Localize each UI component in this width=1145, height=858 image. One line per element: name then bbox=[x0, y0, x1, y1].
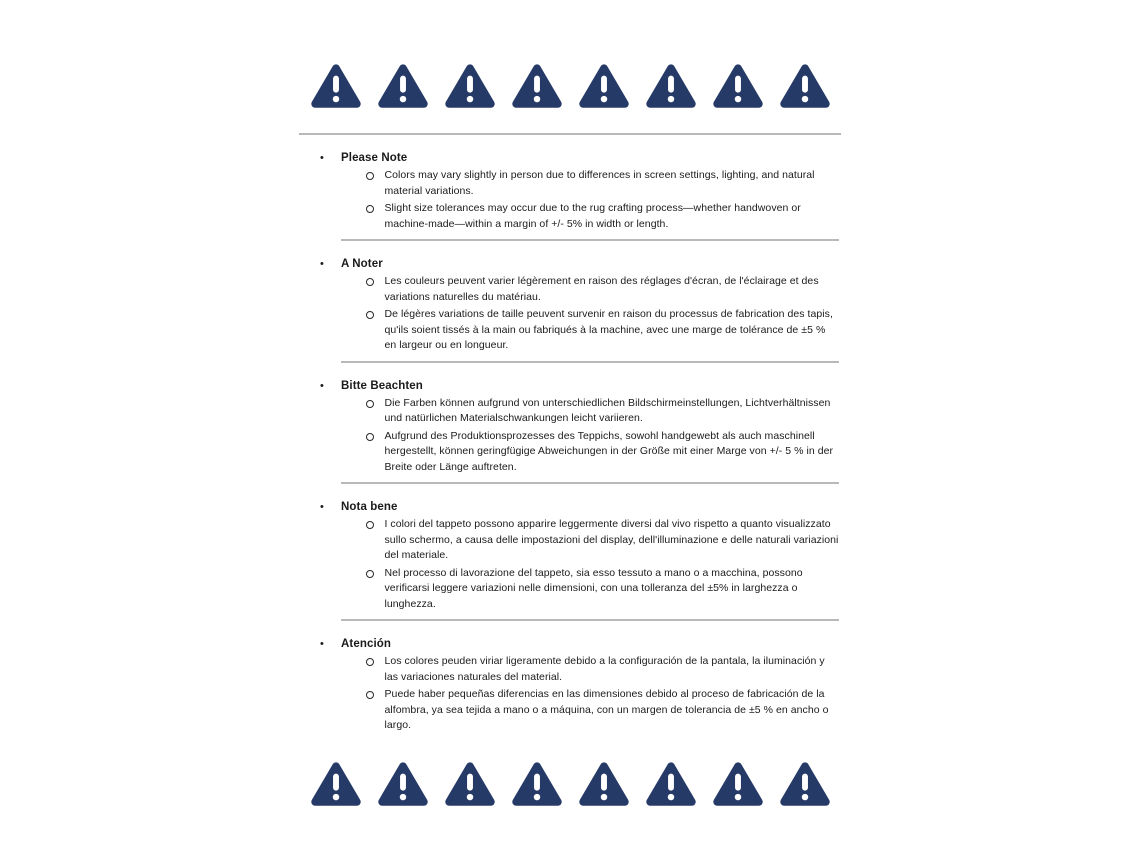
circle-bullet-icon bbox=[366, 521, 374, 529]
warning-triangle-icon bbox=[645, 759, 697, 810]
note-item bbox=[299, 687, 841, 734]
warning-triangle-icon bbox=[310, 759, 362, 810]
note-item-text: Aufgrund des Produktionsprozesses des Teppichs, sowohl handgewebt als auch maschinell hergestellt, können geringfügige Abweichungen in der Größe mit einer Marge von +/- 5 % in der Breite oder Länge auftreten. bbox=[384, 429, 834, 473]
note-item-text: Nel processo di lavorazione del tappeto, sia esso tessuto a mano o a macchina, possono verificarsi leggere variazioni nelle dimensioni, con una tolleranza del ±5% in larghezza o lunghezza. bbox=[384, 566, 803, 610]
note-item-text: Puede haber pequeñas diferencias en las dimensiones debido al proceso de fabricación de la alfombra, ya sea tejida a mano o a máquina, con un margen de tolerancia de ±5 % en ancho o largo. bbox=[384, 688, 829, 731]
section-divider bbox=[341, 239, 839, 241]
section-heading-row bbox=[299, 378, 841, 394]
section-heading: Please Note bbox=[341, 152, 408, 164]
bullet-icon: • bbox=[320, 501, 324, 513]
circle-bullet-icon bbox=[366, 278, 374, 286]
warning-row-top bbox=[299, 61, 841, 112]
section-divider bbox=[341, 619, 839, 621]
top-divider bbox=[299, 133, 841, 135]
section-heading: Bitte Beachten bbox=[341, 379, 423, 392]
note-item bbox=[299, 201, 841, 232]
section-heading-row bbox=[299, 499, 841, 515]
circle-bullet-icon bbox=[366, 658, 374, 666]
warning-triangle-icon bbox=[712, 61, 764, 112]
warning-triangle-icon bbox=[310, 61, 362, 112]
note-section bbox=[299, 499, 841, 621]
note-item-text: Slight size tolerances may occur due to the rug crafting process—whether handwoven or machine-made—within a margin of +/- 5% in width or length. bbox=[384, 202, 801, 230]
section-heading-row bbox=[299, 636, 841, 652]
section-heading-row bbox=[299, 256, 841, 272]
note-item bbox=[299, 168, 841, 199]
note-item bbox=[299, 566, 841, 613]
note-item-text: Les couleurs peuvent varier légèrement en raison des réglages d'écran, de l'éclairage et des variations naturelles du matériau. bbox=[384, 275, 819, 303]
bullet-icon: • bbox=[320, 379, 324, 392]
bullet-icon: • bbox=[320, 638, 324, 650]
sections-container bbox=[299, 150, 841, 734]
circle-bullet-icon bbox=[366, 691, 374, 699]
note-item bbox=[299, 517, 841, 564]
section-heading: Atención bbox=[341, 638, 391, 650]
note-item-text: De légères variations de taille peuvent survenir en raison du processus de fabrication des tapis, qu'ils soient tissés à la main ou fabriqués à la machine, avec une marge de tolérance de ±5 % en largeur ou en longueur. bbox=[384, 308, 833, 351]
section-heading-row bbox=[299, 150, 841, 166]
note-item-text: I colori del tappeto possono apparire leggermente diversi dal vivo rispetto a quanto visualizzato sullo schermo, a causa delle impostazioni del display, dell'illuminazione e delle naturali variazioni del materiale. bbox=[384, 518, 839, 561]
section-divider bbox=[341, 482, 839, 484]
note-item bbox=[299, 429, 841, 476]
note-item bbox=[299, 307, 841, 354]
note-section bbox=[299, 636, 841, 734]
note-item bbox=[299, 654, 841, 685]
warning-triangle-icon bbox=[779, 61, 831, 112]
note-item-text: Die Farben können aufgrund von unterschiedlichen Bildschirmeinstellungen, Lichtverhältnissen und natürlichen Materialschwankungen leicht variieren. bbox=[384, 396, 831, 424]
warning-triangle-icon bbox=[712, 759, 764, 810]
warning-triangle-icon bbox=[578, 61, 630, 112]
warning-triangle-icon bbox=[578, 759, 630, 810]
section-heading: A Noter bbox=[341, 258, 383, 270]
warning-triangle-icon bbox=[377, 759, 429, 810]
warning-triangle-icon bbox=[779, 759, 831, 810]
note-section bbox=[299, 378, 841, 485]
document-body bbox=[299, 0, 841, 810]
circle-bullet-icon bbox=[366, 311, 374, 319]
warning-triangle-icon bbox=[444, 61, 496, 112]
warning-triangle-icon bbox=[377, 61, 429, 112]
circle-bullet-icon bbox=[366, 433, 374, 441]
circle-bullet-icon bbox=[366, 205, 374, 213]
circle-bullet-icon bbox=[366, 172, 374, 180]
section-divider bbox=[341, 361, 839, 363]
section-heading: Nota bene bbox=[341, 501, 398, 513]
circle-bullet-icon bbox=[366, 400, 374, 408]
warning-triangle-icon bbox=[511, 61, 563, 112]
note-item bbox=[299, 274, 841, 305]
warning-triangle-icon bbox=[645, 61, 697, 112]
circle-bullet-icon bbox=[366, 570, 374, 578]
note-item-text: Los colores peuden viriar ligeramente debido a la configuración de la pantala, la iluminación y las variaciones naturales del material. bbox=[384, 655, 825, 683]
warning-row-bottom bbox=[299, 759, 841, 810]
warning-triangle-icon bbox=[511, 759, 563, 810]
note-section bbox=[299, 150, 841, 241]
warning-triangle-icon bbox=[444, 759, 496, 810]
note-item-text: Colors may vary slightly in person due to differences in screen settings, lighting, and natural material variations. bbox=[384, 169, 815, 197]
note-section bbox=[299, 256, 841, 363]
note-item bbox=[299, 396, 841, 427]
bullet-icon: • bbox=[320, 152, 324, 164]
bullet-icon: • bbox=[320, 258, 324, 270]
